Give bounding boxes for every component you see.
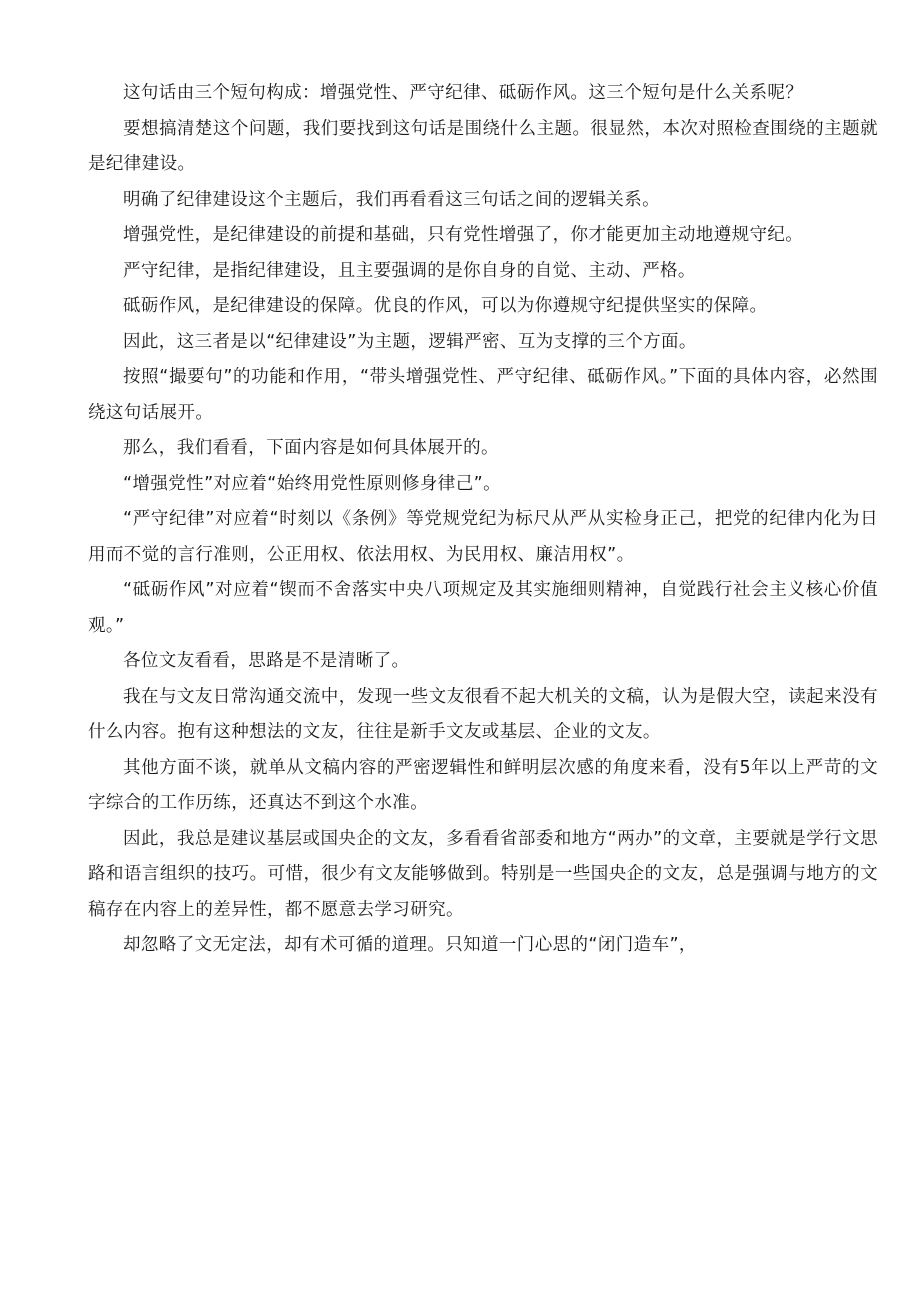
paragraph: 各位文友看看，思路是不是清晰了。 [123,651,410,671]
document-body [88,76,878,964]
paragraph: 因此，我总是建议基层或国央企的文友，多看看省部委和地方“两办”的文章，主要就是学行文思路和语言组织的技巧。可惜，很少有文友能够做到。特别是一些国央企的文友，总是强调与地方的文稿存在内容上的差异性，都不愿意去学习研究。 [88,828,878,920]
paragraph: 砥砺作风，是纪律建设的保障。优良的作风，可以为你遵规守纪提供坚实的保障。 [123,296,768,316]
paragraph: 这句话由三个短句构成：增强党性、严守纪律、砥砺作风。这三个短句是什么关系呢？ [123,83,804,103]
paragraph: 按照“撮要句”的功能和作用，“带头增强党性、严守纪律、砥砺作风。”下面的具体内容，必然围绕这句话展开。 [88,367,878,423]
paragraph: “严守纪律”对应着“时刻以《条例》等党规党纪为标尺从严从实检身正己，把党的纪律内化为日用而不觉的言行准则，公正用权、依法用权、为民用权、廉洁用权”。 [88,509,878,565]
paragraph: 增强党性，是纪律建设的前提和基础，只有党性增强了，你才能更加主动地遵规守纪。 [123,225,804,245]
paragraph: “砥砺作风”对应着“锲而不舍落实中央八项规定及其实施细则精神，自觉践行社会主义核心价值观。” [88,580,878,636]
paragraph: 我在与文友日常沟通交流中，发现一些文友很看不起大机关的文稿，认为是假大空，读起来没有什么内容。抱有这种想法的文友，往往是新手文友或基层、企业的文友。 [88,686,878,742]
paragraph: 其他方面不谈，就单从文稿内容的严密逻辑性和鲜明层次感的角度来看，没有5年以上严苛的文字综合的工作历练，还真达不到这个水准。 [88,757,878,813]
paragraph: 因此，这三者是以“纪律建设”为主题，逻辑严密、互为支撑的三个方面。 [123,331,697,352]
paragraph: 要想搞清楚这个问题，我们要找到这句话是围绕什么主题。很显然，本次对照检查围绕的主题就是纪律建设。 [88,118,878,174]
paragraph: “增强党性”对应着“始终用党性原则修身律己”。 [123,473,501,494]
paragraph: 那么，我们看看，下面内容是如何具体展开的。 [123,438,499,458]
paragraph: 明确了纪律建设这个主题后，我们再看看这三句话之间的逻辑关系。 [123,189,660,210]
paragraph: 严守纪律，是指纪律建设，且主要强调的是你自身的自觉、主动、严格。 [123,260,696,281]
paragraph: 却忽略了文无定法，却有术可循的道理。只知道一门心思的“闭门造车”， [123,935,697,955]
